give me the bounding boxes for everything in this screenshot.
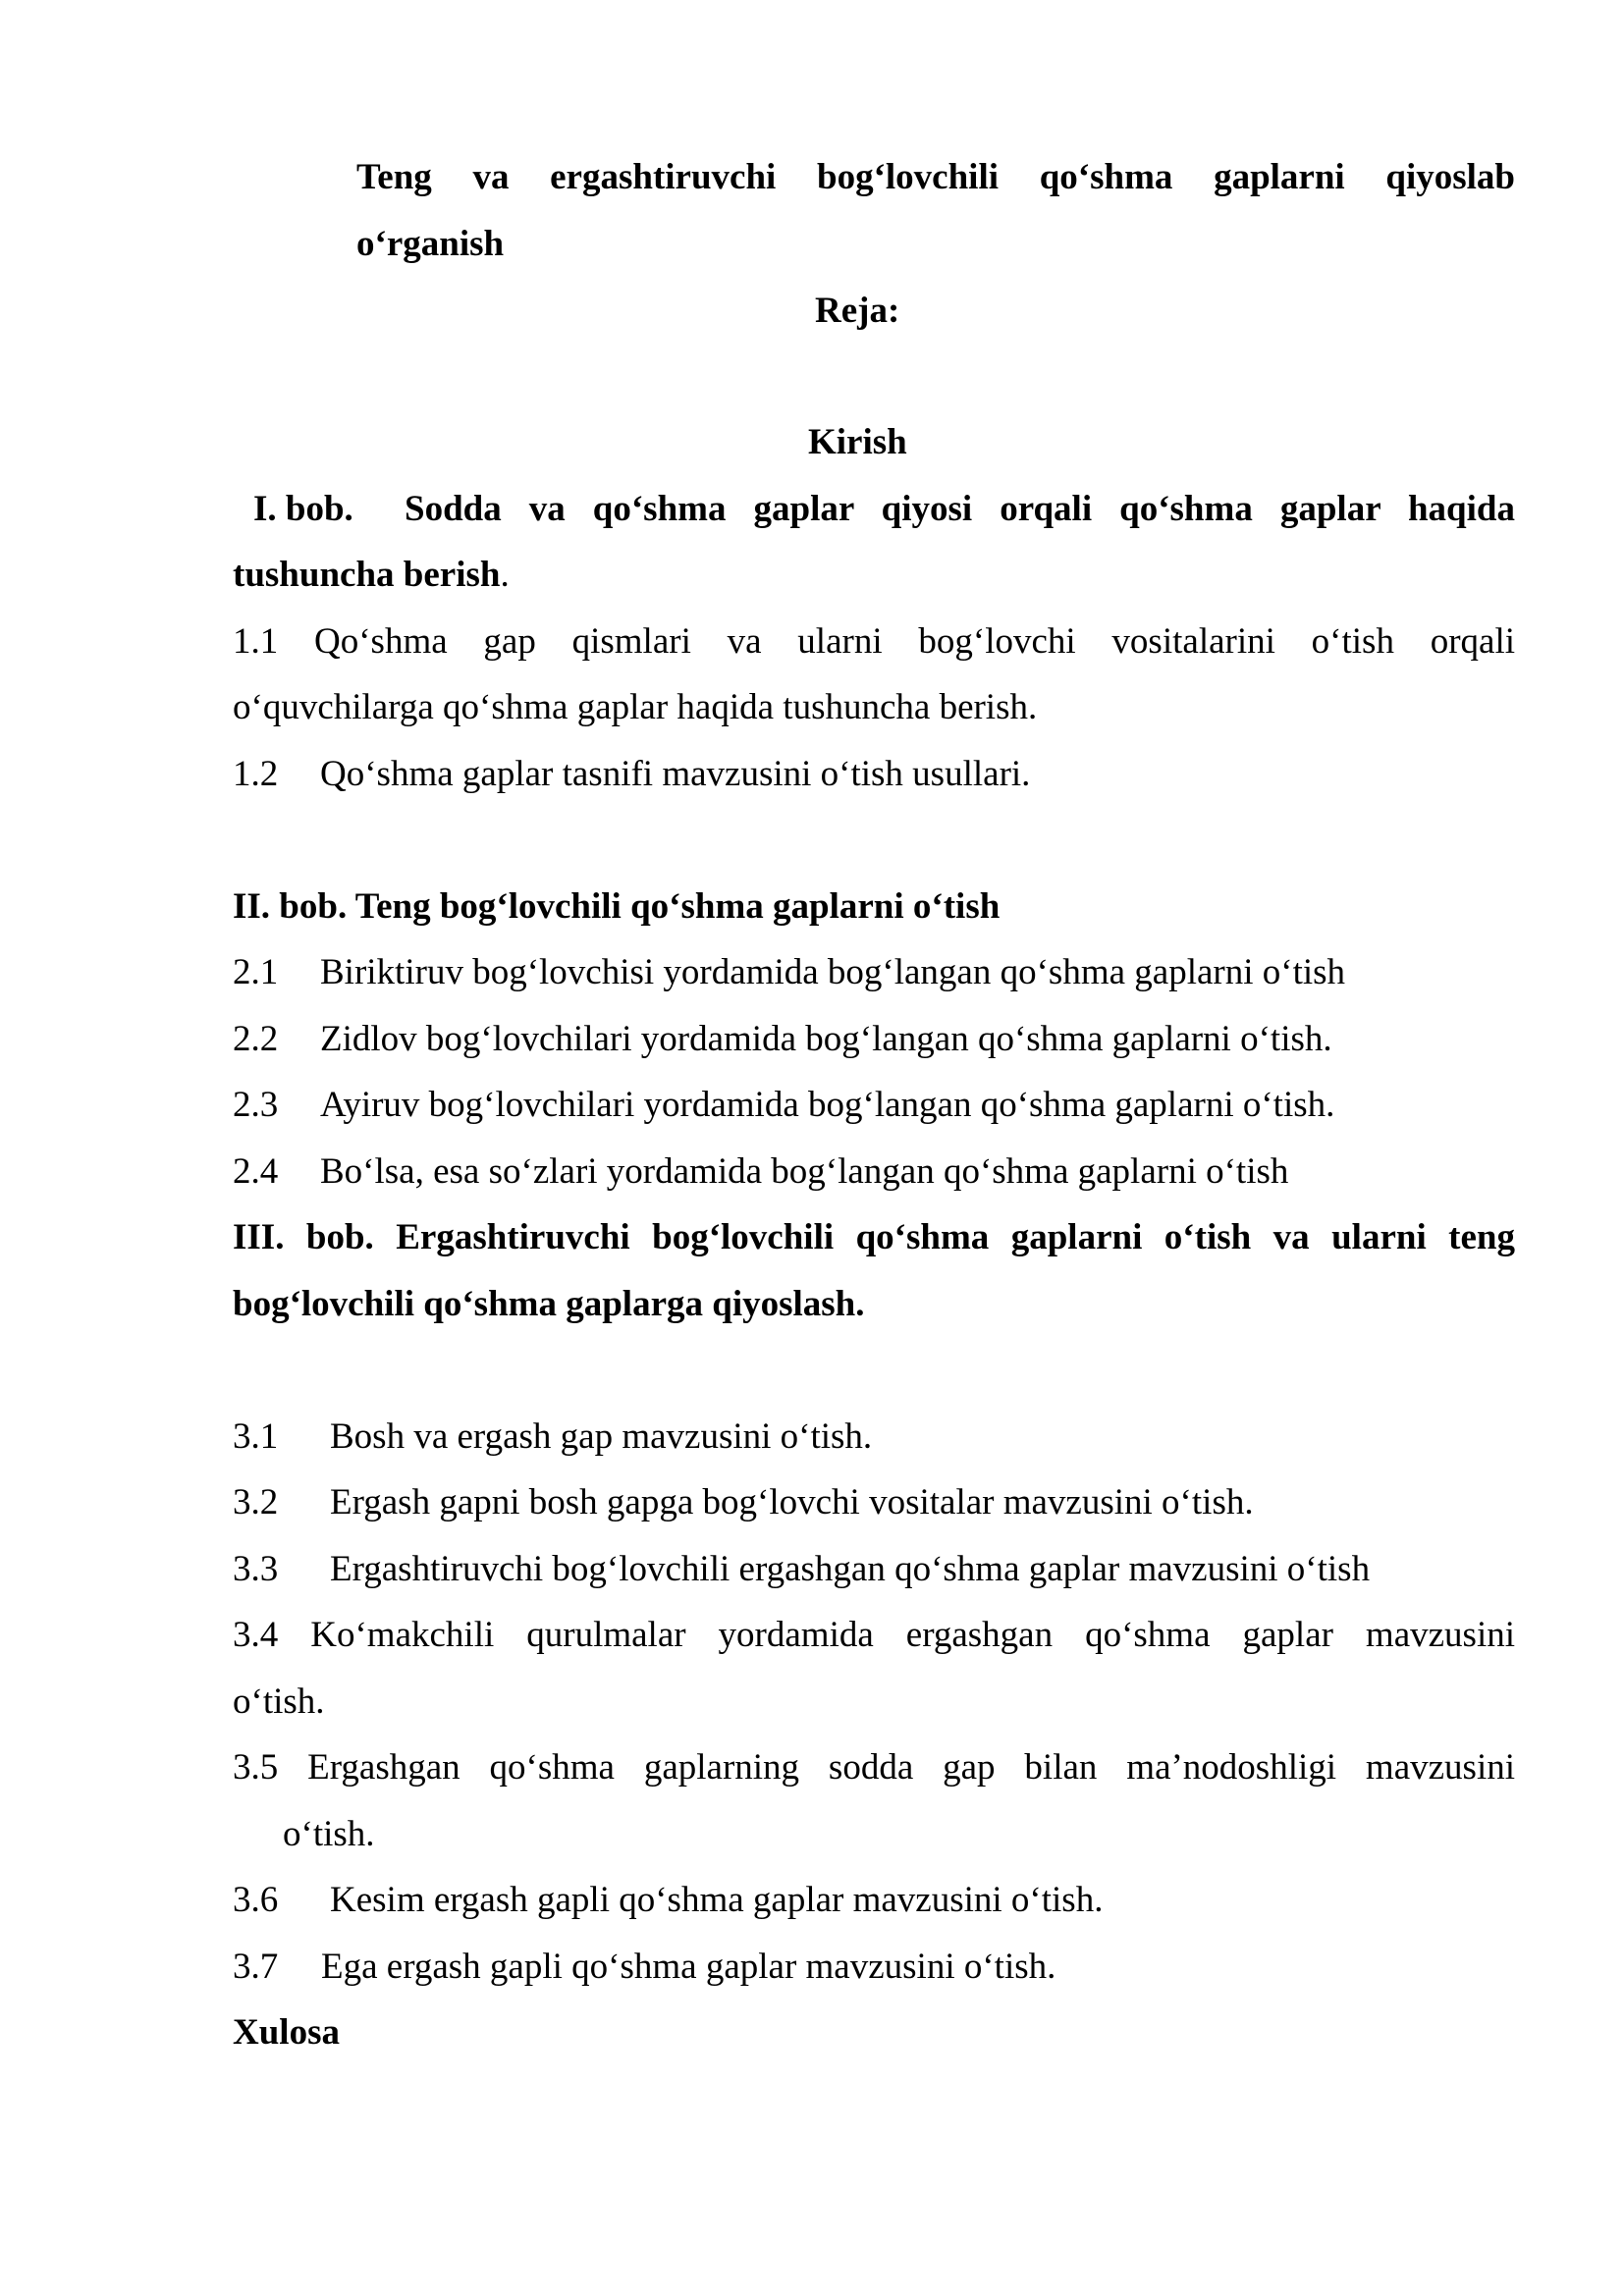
list-item-3-4-line-1 (233, 1613, 1515, 1658)
document-title-line-2: o‘rganish (356, 224, 505, 264)
chapter-1-heading-line-2-text: tushuncha berish (233, 555, 501, 595)
list-item-number: 1.2 (233, 754, 279, 794)
list-item-3-3 (233, 1547, 1370, 1592)
list-item-text: Ergashgan qo‘shma gaplarning sodda gap bilan ma’nodoshligi mavzusini (307, 1747, 1516, 1788)
chapter-1-heading-line-2 (233, 553, 510, 598)
list-item-3-6 (233, 1878, 1103, 1923)
list-item-text: Kesim ergash gapli qo‘shma gaplar mavzusini o‘tish. (330, 1880, 1104, 1920)
list-item-3-2 (233, 1480, 1254, 1525)
list-item-text: Bosh va ergash gap mavzusini o‘tish. (330, 1416, 873, 1457)
list-item-number: 2.3 (233, 1085, 279, 1125)
list-item-3-5-line-2: o‘tish. (283, 1814, 375, 1854)
list-item-number: 3.4 (233, 1615, 279, 1655)
chapter-1-heading-line-1: Sodda va qo‘shma gaplar qiyosi orqali qo‘shma gaplar haqida (405, 489, 1515, 529)
introduction-heading: Kirish (808, 422, 907, 462)
list-item-2-3 (233, 1083, 1334, 1128)
list-item-number: 1.1 (233, 621, 279, 662)
list-item-3-7 (233, 1945, 1056, 1990)
list-item-text: Ko‘makchili qurulmalar yordamida ergashgan qo‘shma gaplar mavzusini (310, 1615, 1516, 1655)
list-item-number: 2.4 (233, 1151, 279, 1192)
list-item-text: Zidlov bog‘lovchilari yordamida bog‘langan qo‘shma gaplarni o‘tish. (320, 1019, 1332, 1059)
list-item-text: Qo‘shma gaplar tasnifi mavzusini o‘tish usullari. (320, 754, 1031, 794)
list-item-number: 2.1 (233, 952, 279, 992)
list-item-2-1 (233, 950, 1345, 995)
list-item-number: 3.5 (233, 1747, 279, 1788)
chapter-1-label: I. bob. (253, 489, 353, 529)
list-item-text: Ergashtiruvchi bog‘lovchili ergashgan qo‘shma gaplar mavzusini o‘tish (330, 1549, 1371, 1589)
list-item-text: Ega ergash gapli qo‘shma gaplar mavzusini o‘tish. (321, 1947, 1056, 1987)
list-item-text: Ayiruv bog‘lovchilari yordamida bog‘langan qo‘shma gaplarni o‘tish. (320, 1085, 1335, 1125)
list-item-1-2 (233, 752, 1030, 797)
list-item-text: Qo‘shma gap qismlari va ularni bog‘lovchi vositalarini o‘tish orqali (314, 621, 1516, 662)
list-item-number: 3.3 (233, 1549, 279, 1589)
list-item-3-4-line-2: o‘tish. (233, 1682, 325, 1722)
chapter-3-heading-line-1: III. bob. Ergashtiruvchi bog‘lovchili qo‘shma gaplarni o‘tish va ularni teng (233, 1217, 1515, 1257)
list-item-number: 3.7 (233, 1947, 279, 1987)
chapter-1-heading-period: . (500, 555, 510, 595)
list-item-2-2 (233, 1017, 1332, 1062)
list-item-2-4 (233, 1149, 1288, 1195)
chapter-3-heading-line-2: bog‘lovchili qo‘shma gaplarga qiyoslash. (233, 1284, 865, 1324)
chapter-2-heading: II. bob. Teng bog‘lovchili qo‘shma gaplarni o‘tish (233, 886, 1001, 927)
list-item-number: 3.6 (233, 1880, 279, 1920)
list-item-3-5-line-1 (233, 1745, 1515, 1790)
list-item-1-1-line-1 (233, 619, 1515, 665)
list-item-1-1-line-2: o‘quvchilarga qo‘shma gaplar haqida tushuncha berish. (233, 687, 1038, 727)
list-item-number: 3.1 (233, 1416, 279, 1457)
list-item-3-1 (233, 1415, 872, 1460)
list-item-text: Ergash gapni bosh gapga bog‘lovchi vositalar mavzusini o‘tish. (330, 1482, 1254, 1522)
list-item-text: Bo‘lsa, esa so‘zlari yordamida bog‘langan qo‘shma gaplarni o‘tish (320, 1151, 1289, 1192)
list-item-number: 2.2 (233, 1019, 279, 1059)
conclusion-heading: Xulosa (233, 2012, 340, 2053)
list-item-number: 3.2 (233, 1482, 279, 1522)
document-title-line-1: Teng va ergashtiruvchi bog‘lovchili qo‘shma gaplarni qiyoslab (356, 157, 1515, 197)
list-item-text: Biriktiruv bog‘lovchisi yordamida bog‘langan qo‘shma gaplarni o‘tish (320, 952, 1346, 992)
plan-heading: Reja: (815, 291, 900, 331)
